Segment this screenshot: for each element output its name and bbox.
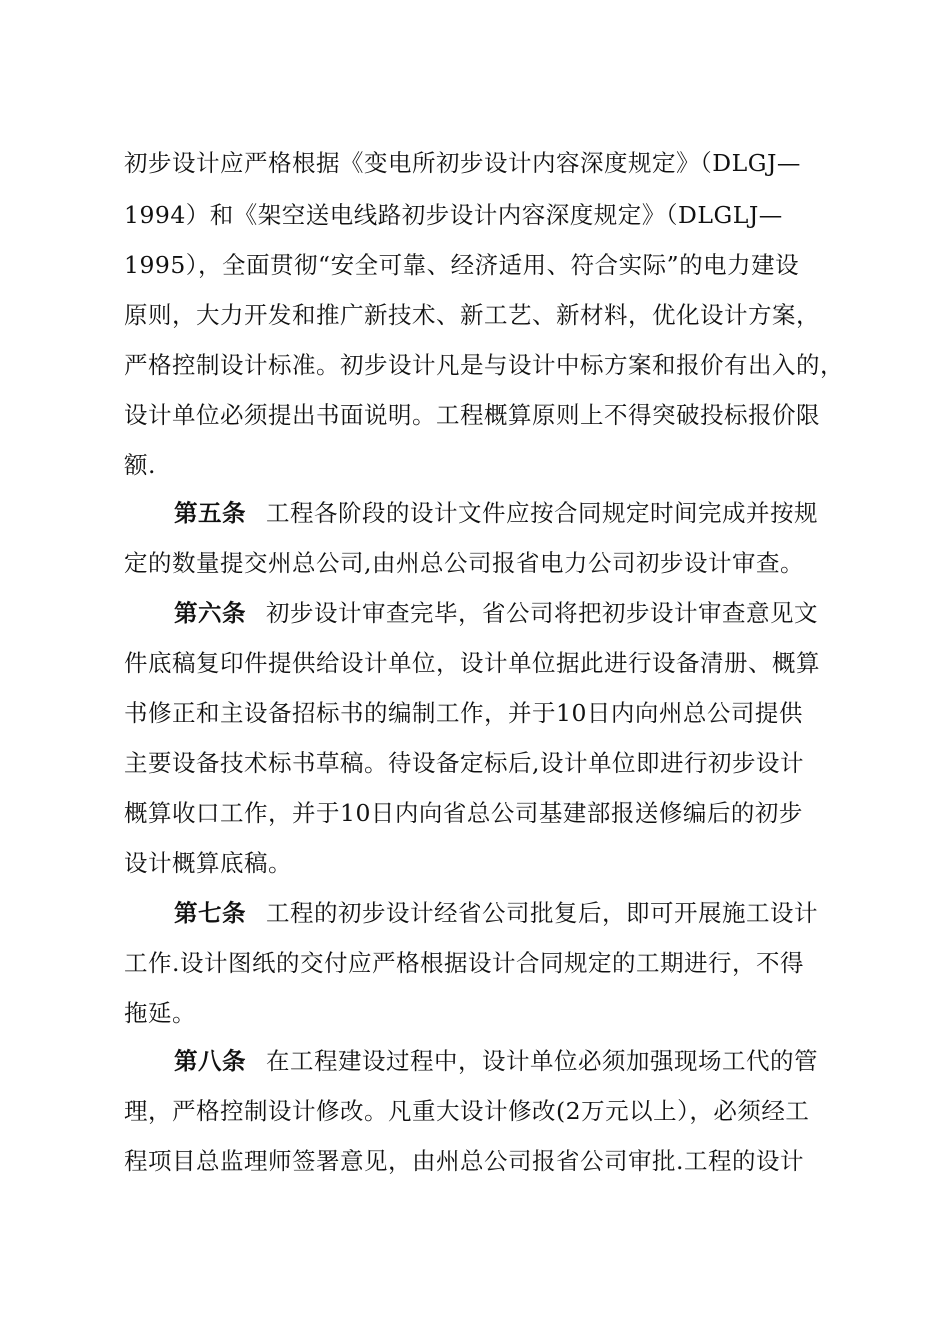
article-number: 第七条 <box>174 899 246 927</box>
text-line: 初步设计应严格根据《变电所初步设计内容深度规定》（DLGJ— <box>124 149 801 177</box>
text-line: 概算收口工作，并于10日内向省总公司基建部报送修编后的初步 <box>124 799 803 827</box>
article-8-first-line <box>174 1046 894 1076</box>
text-line: 1995），全面贯彻“安全可靠、经济适用、符合实际”的电力建设 <box>124 251 800 279</box>
text-line: 严格控制设计标准。初步设计凡是与设计中标方案和报价有出入的， <box>124 351 844 379</box>
text-line: 程项目总监理师签署意见，由州总公司报省公司审批.工程的设计 <box>124 1147 804 1175</box>
text-line: 拖延。 <box>124 999 196 1027</box>
text-line: 定的数量提交州总公司,由州总公司报省电力公司初步设计审查。 <box>124 549 804 577</box>
article-number: 第五条 <box>174 499 246 527</box>
text-line: 1994）和《架空送电线路初步设计内容深度规定》（DLGLJ— <box>124 201 783 229</box>
text-line: 工程的初步设计经省公司批复后，即可开展施工设计 <box>266 899 818 927</box>
article-number: 第六条 <box>174 599 246 627</box>
text-line: 设计单位必须提出书面说明。工程概算原则上不得突破投标报价限 <box>124 401 820 429</box>
text-line: 工作.设计图纸的交付应严格根据设计合同规定的工期进行，不得 <box>124 949 804 977</box>
text-line: 书修正和主设备招标书的编制工作，并于10日内向州总公司提供 <box>124 699 803 727</box>
text-line: 额. <box>124 451 156 479</box>
article-number: 第八条 <box>174 1047 246 1075</box>
text-line: 理，严格控制设计修改。凡重大设计修改(2万元以上），必须经工 <box>124 1097 810 1125</box>
text-line: 在工程建设过程中，设计单位必须加强现场工代的管 <box>266 1047 818 1075</box>
text-line: 原则，大力开发和推广新技术、新工艺、新材料，优化设计方案， <box>124 301 820 329</box>
article-7-first-line <box>174 898 894 928</box>
text-line: 初步设计审查完毕，省公司将把初步设计审查意见文 <box>266 599 818 627</box>
article-5-first-line <box>174 498 894 528</box>
text-line: 件底稿复印件提供给设计单位，设计单位据此进行设备清册、概算 <box>124 649 820 677</box>
text-line: 工程各阶段的设计文件应按合同规定时间完成并按规 <box>266 499 818 527</box>
text-line: 主要设备技术标书草稿。待设备定标后,设计单位即进行初步设计 <box>124 749 804 777</box>
article-6-first-line <box>174 598 894 628</box>
text-line: 设计概算底稿。 <box>124 849 292 877</box>
